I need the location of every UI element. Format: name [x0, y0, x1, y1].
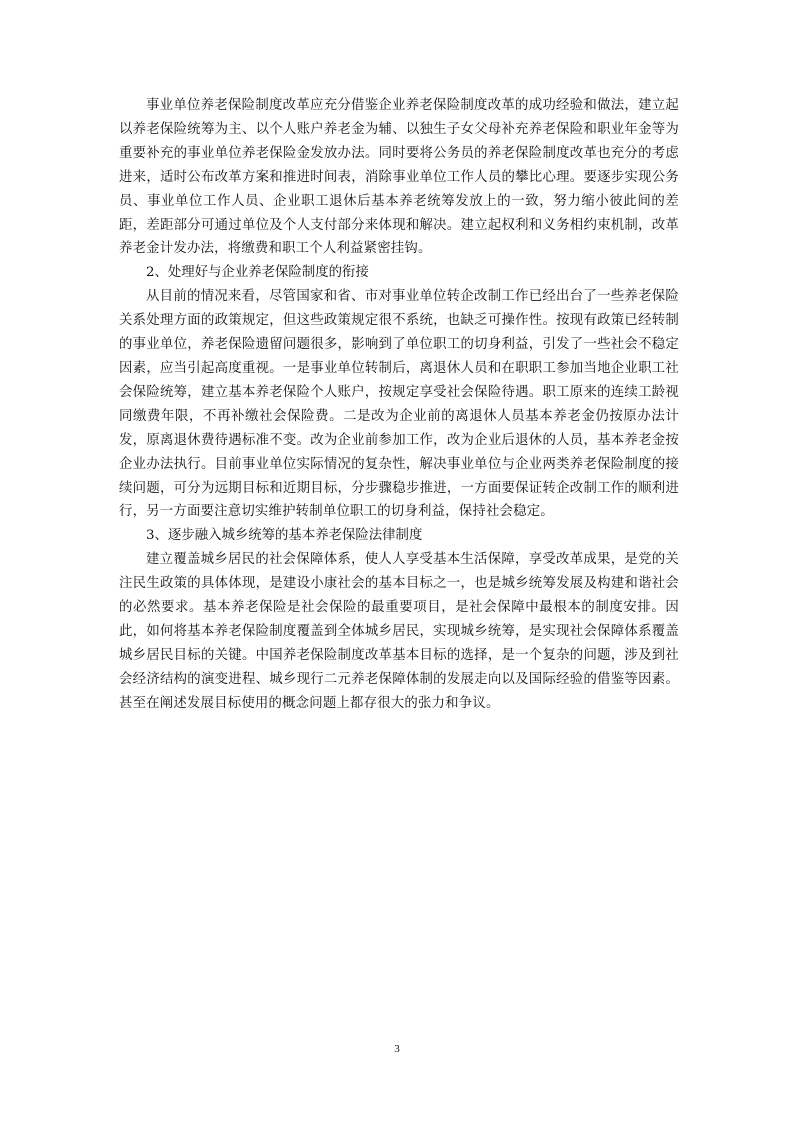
body-text-block — [119, 94, 679, 716]
section-heading-3: 3、逐步融入城乡统筹的基本养老保险法律制度 — [146, 528, 423, 544]
section-heading-2: 2、处理好与企业养老保险制度的衔接 — [146, 265, 369, 281]
paragraph-enterprise-connection: 从目前的情况来看，尽管国家和省、市对事业单位转企改制工作已经出台了一些养老保险关系处理方面的政策规定，但这些政策规定很不系统，也缺乏可操作性。按现有政策已经转制的事业单位，养老保险遗留问题很多，影响到了单位职工的切身利益，引发了一些社会不稳定因素，应当引起高度重视。一是事业单位转制后，离退休人员和在职职工参加当地企业职工社会保险统筹，建立基本养老保险个人账户，按规定享受社会保险待遇。职工原来的连续工龄视同缴费年限，不再补缴社会保险费。二是改为企业前的离退休人员基本养老金仍按原办法计发，原离退休费待遇标准不变。改为企业前参加工作，改为企业后退休的人员，基本养老金按企业办法执行。目前事业单位实际情况的复杂性，解决事业单位与企业两类养老保险制度的接续问题，可分为远期目标和近期目标，分步骤稳步推进，一方面要保证转企改制工作的顺利进行，另一方面要注意切实维护转制单位职工的切身利益，保持社会稳定。 — [119, 289, 679, 520]
paragraph-urban-rural-integration: 建立覆盖城乡居民的社会保障体系，使人人享受基本生活保障，享受改革成果，是党的关注民生政策的具体体现，是建设小康社会的基本目标之一，也是城乡统筹发展及构建和谐社会的必然要求。基本养老保险是社会保险的最重要项目，是社会保障中最根本的制度安排。因此，如何将基本养老保险制度覆盖到全体城乡居民，实现城乡统筹，是实现社会保障体系覆盖城乡居民目标的关键。中国养老保险制度改革基本目标的选择，是一个复杂的问题，涉及到社会经济结构的演变进程、城乡现行二元养老保障体制的发展走向以及国际经验的借鉴等因素。甚至在阐述发展目标使用的概念问题上都存很大的张力和争议。 — [119, 552, 679, 711]
page-number: 3 — [394, 1043, 400, 1055]
paragraph-reform-reference: 事业单位养老保险制度改革应充分借鉴企业养老保险制度改革的成功经验和做法，建立起以养老保险统筹为主、以个人账户养老金为辅、以独生子女父母补充养老保险和职业年金等为重要补充的事业单位养老保险金发放办法。同时要将公务员的养老保险制度改革也充分的考虑进来，适时公布改革方案和推进时间表，消除事业单位工作人员的攀比心理。要逐步实现公务员、事业单位工作人员、企业职工退休后基本养老统筹发放上的一致，努力缩小彼此间的差距，差距部分可通过单位及个人支付部分来体现和解决。建立起权利和义务相约束机制，改革养老金计发办法，将缴费和职工个人利益紧密挂钩。 — [119, 98, 679, 257]
